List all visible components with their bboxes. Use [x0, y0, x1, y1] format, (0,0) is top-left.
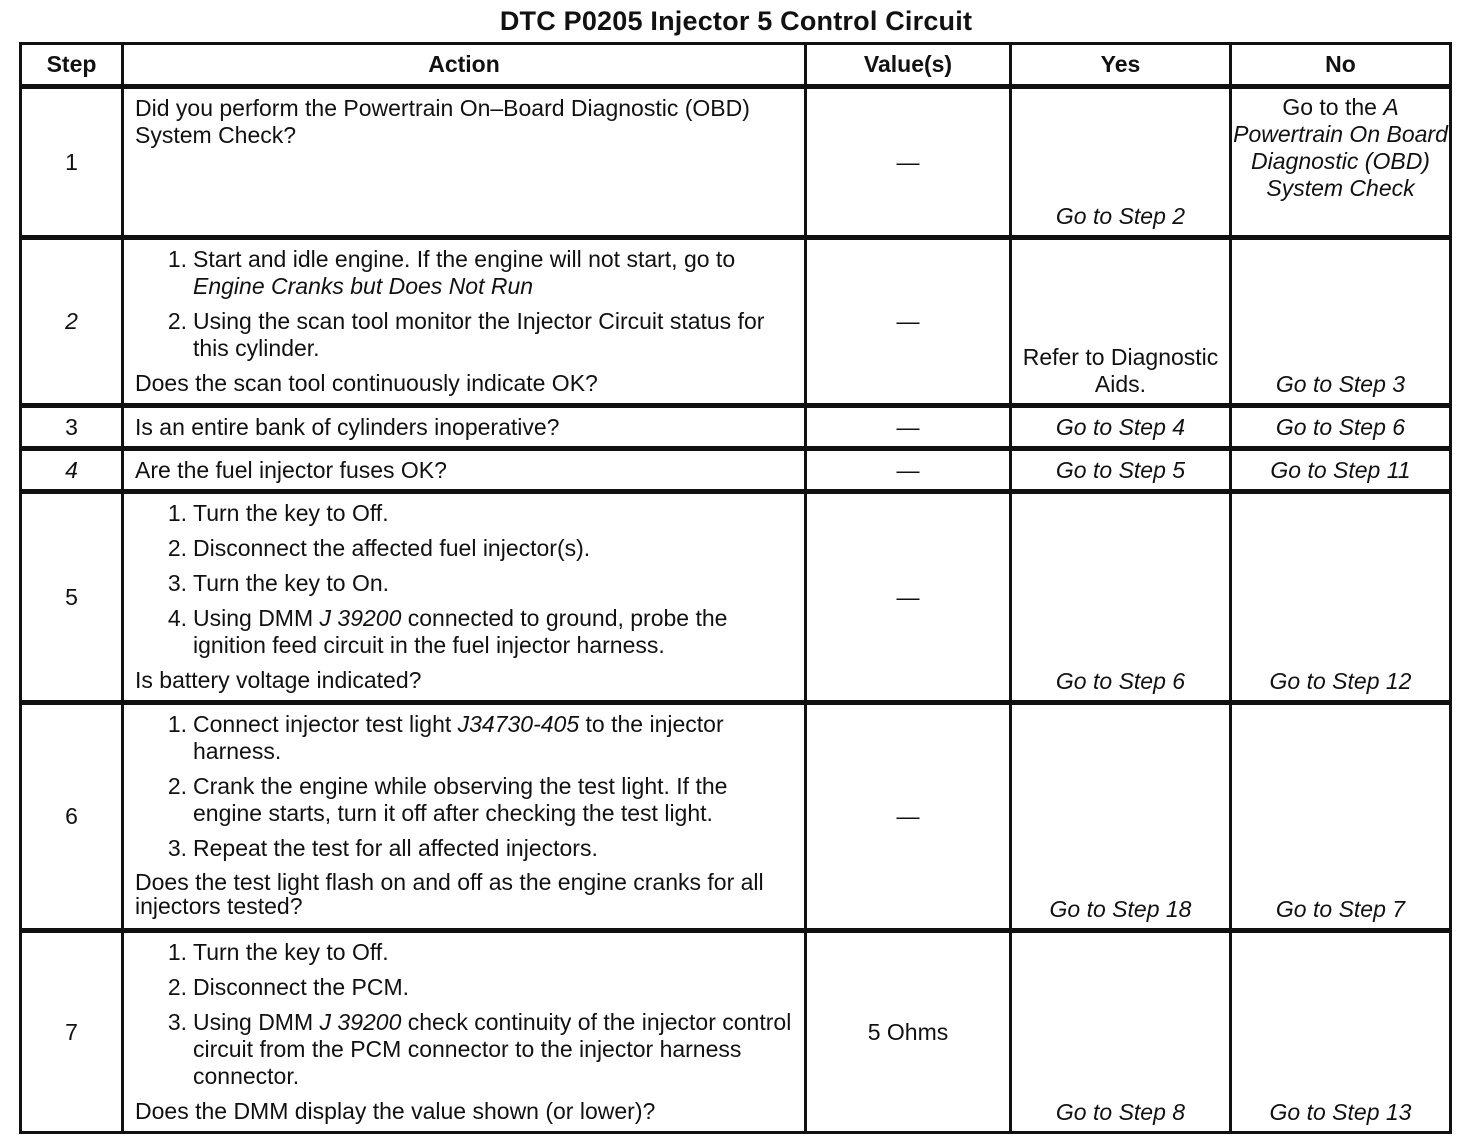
table-row	[22, 238, 1452, 406]
table-row	[22, 931, 1452, 1134]
action-step-item	[167, 500, 794, 527]
action-cell	[124, 238, 807, 406]
table-row	[22, 87, 1452, 238]
action-steps	[135, 939, 794, 1090]
tool-reference: J 39200	[319, 1009, 402, 1035]
step-item-text: Disconnect the affected fuel injector(s).	[193, 535, 591, 561]
step-item-number: 3.	[167, 835, 187, 861]
step-item-number: 1.	[167, 939, 187, 965]
step-number: 2	[22, 238, 124, 406]
step-item-text: Using the scan tool monitor the Injector Circuit status for this cylinder.	[193, 308, 765, 361]
header-row	[22, 45, 1452, 87]
action-cell	[124, 492, 807, 703]
no-prefix: Go to the	[1282, 94, 1377, 120]
action-step-item	[167, 773, 794, 827]
step-item-text: Turn the key to Off.	[193, 939, 389, 965]
yes-link[interactable]: Go to Step 5	[1012, 449, 1232, 492]
step-number: 6	[22, 703, 124, 931]
step-item-number: 1.	[167, 711, 187, 737]
step-item-text: Repeat the test for all affected injectors.	[193, 835, 598, 861]
action-step-item	[167, 535, 794, 562]
action-cell	[124, 703, 807, 931]
action-step-item	[167, 711, 794, 765]
no-link[interactable]: Go to Step 3	[1232, 238, 1452, 406]
step-item-number: 4.	[167, 605, 187, 631]
no-link[interactable]: Go to Step 6	[1232, 406, 1452, 449]
step-item-text: Turn the key to On.	[193, 570, 390, 596]
step-item-number: 2.	[167, 308, 187, 334]
step-number: 4	[22, 449, 124, 492]
value-cell: —	[807, 492, 1012, 703]
step-item-text: Using DMM	[193, 605, 314, 631]
step-item-number: 1.	[167, 246, 187, 272]
no-link[interactable]: A Powertrain On Board Diagnostic (OBD) System Check	[1233, 94, 1448, 201]
action-step-item	[167, 605, 794, 659]
action-step-item	[167, 835, 794, 862]
action-step-item	[167, 1009, 794, 1090]
step-item-number: 2.	[167, 773, 187, 799]
page-title: DTC P0205 Injector 5 Control Circuit	[499, 6, 973, 36]
step-item-text: Using DMM	[193, 1009, 314, 1035]
value-cell: 5 Ohms	[807, 931, 1012, 1134]
tool-reference: J34730-405	[457, 711, 580, 737]
step-number: 7	[22, 931, 124, 1134]
step-item-number: 3.	[167, 1009, 187, 1035]
header-yes: Yes	[1012, 45, 1232, 87]
value-cell: —	[807, 703, 1012, 931]
action-cell	[124, 931, 807, 1134]
step-item-text: Turn the key to Off.	[193, 500, 389, 526]
yes-link[interactable]: Go to Step 4	[1012, 406, 1232, 449]
no-link[interactable]: Go to Step 7	[1232, 703, 1452, 931]
table-row	[22, 703, 1452, 931]
step-item-text: to the injector harness.	[193, 711, 724, 764]
action-steps	[135, 500, 794, 659]
value-cell: —	[807, 406, 1012, 449]
action-question: Does the test light flash on and off as the engine cranks for all injectors tested?	[135, 869, 764, 919]
no-link[interactable]: Go to Step 13	[1232, 931, 1452, 1134]
action-question: Does the scan tool continuously indicate OK?	[135, 370, 598, 396]
action-step-item	[167, 308, 794, 362]
procedure-link[interactable]: Engine Cranks but Does Not Run	[193, 273, 534, 299]
step-item-number: 2.	[167, 974, 187, 1000]
no-link[interactable]: Go to Step 12	[1232, 492, 1452, 703]
header-action: Action	[124, 45, 807, 87]
step-number: 1	[22, 87, 124, 238]
yes-cell[interactable]: Refer to Diagnostic Aids.	[1012, 238, 1232, 406]
step-item-number: 2.	[167, 535, 187, 561]
value-cell: —	[807, 238, 1012, 406]
step-item-text: Disconnect the PCM.	[193, 974, 410, 1000]
action-cell	[124, 406, 807, 449]
yes-link[interactable]: Go to Step 2	[1012, 87, 1232, 238]
action-cell	[124, 449, 807, 492]
step-number: 5	[22, 492, 124, 703]
step-item-number: 3.	[167, 570, 187, 596]
step-item-text: Start and idle engine. If the engine will not start, go to	[193, 246, 736, 272]
value-cell: —	[807, 449, 1012, 492]
yes-link[interactable]: Go to Step 8	[1012, 931, 1232, 1134]
table-row	[22, 492, 1452, 703]
table-row	[22, 406, 1452, 449]
action-step-item	[167, 246, 794, 300]
action-step-item	[167, 570, 794, 597]
no-cell	[1232, 87, 1452, 238]
step-item-text: Connect injector test light	[193, 711, 452, 737]
action-step-item	[167, 939, 794, 966]
step-number: 3	[22, 406, 124, 449]
action-question: Is an entire bank of cylinders inoperative?	[135, 413, 560, 440]
action-question: Did you perform the Powertrain On–Board Diagnostic (OBD) System Check?	[135, 95, 750, 148]
action-question: Are the fuel injector fuses OK?	[135, 456, 447, 483]
header-step: Step	[22, 45, 124, 87]
yes-link[interactable]: Go to Step 18	[1012, 703, 1232, 931]
step-item-text: check continuity of the injector control circuit from the PCM connector to the injector harness connector.	[193, 1009, 792, 1089]
value-cell: —	[807, 87, 1012, 238]
action-steps	[135, 711, 794, 862]
step-item-text: connected to ground, probe the ignition feed circuit in the fuel injector harness.	[193, 605, 728, 658]
step-item-text: Crank the engine while observing the test light. If the engine starts, turn it off after checking the test light.	[193, 773, 728, 826]
diagnostic-table	[19, 42, 1452, 1134]
action-step-item	[167, 974, 794, 1001]
header-values: Value(s)	[807, 45, 1012, 87]
table-row	[22, 449, 1452, 492]
yes-link[interactable]: Go to Step 6	[1012, 492, 1232, 703]
action-steps	[135, 246, 794, 362]
no-link[interactable]: Go to Step 11	[1232, 449, 1452, 492]
action-question: Does the DMM display the value shown (or lower)?	[135, 1098, 656, 1124]
tool-reference: J 39200	[319, 605, 402, 631]
step-item-number: 1.	[167, 500, 187, 526]
action-cell	[124, 87, 807, 238]
header-no: No	[1232, 45, 1452, 87]
action-question: Is battery voltage indicated?	[135, 667, 422, 693]
